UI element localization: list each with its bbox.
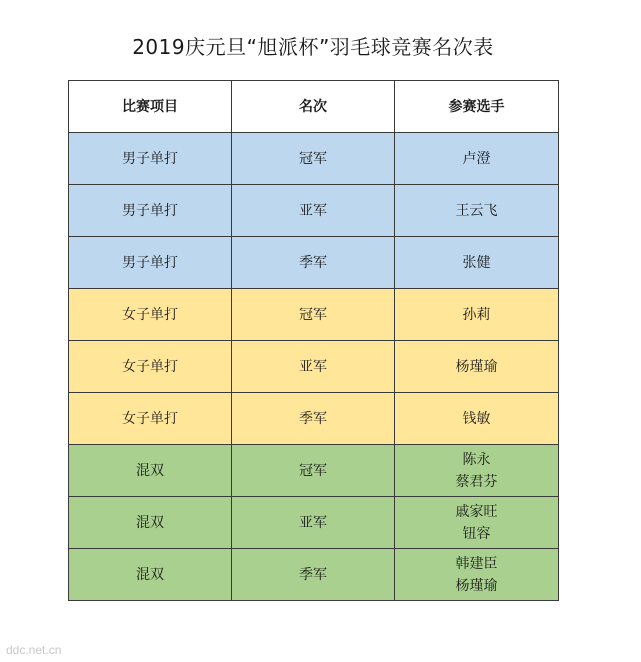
table-row [69,237,559,289]
table-row [69,549,559,601]
event-cell: 混双 [69,549,232,601]
table-row [69,289,559,341]
header-event: 比赛项目 [69,81,232,133]
table-row [69,393,559,445]
player-name: 杨瑾瑜 [455,358,498,375]
players-cell [395,289,559,341]
event-cell: 男子单打 [69,237,232,289]
player-name: 张健 [462,254,491,271]
event-cell: 女子单打 [69,393,232,445]
player-name: 戚家旺 [455,503,498,520]
rank-cell: 亚军 [232,185,395,237]
rank-cell: 冠军 [232,133,395,185]
player-name: 王云飞 [455,202,498,219]
player-name: 蔡君芬 [455,473,498,490]
rank-cell: 季军 [232,393,395,445]
player-name: 陈永 [462,451,491,468]
player-name: 杨瑾瑜 [455,577,498,594]
header-players: 参赛选手 [395,81,559,133]
event-cell: 男子单打 [69,185,232,237]
header-rank: 名次 [232,81,395,133]
player-name: 韩建臣 [455,555,498,572]
event-cell: 男子单打 [69,133,232,185]
table-header-row [69,81,559,133]
players-cell [395,237,559,289]
rank-cell: 季军 [232,237,395,289]
ranking-table [68,80,559,601]
table-row [69,133,559,185]
event-cell: 混双 [69,445,232,497]
rank-cell: 季军 [232,549,395,601]
page-title: 2019庆元旦“旭派杯”羽毛球竞赛名次表 [132,35,494,59]
rank-cell: 亚军 [232,341,395,393]
rank-cell: 亚军 [232,497,395,549]
site-watermark: ddc.net.cn [6,643,62,657]
players-cell [395,549,559,601]
players-cell [395,497,559,549]
table-row [69,497,559,549]
player-name: 卢澄 [462,150,491,167]
rank-cell: 冠军 [232,445,395,497]
players-cell [395,133,559,185]
event-cell: 女子单打 [69,341,232,393]
player-name: 钱敏 [462,410,491,427]
rank-cell: 冠军 [232,289,395,341]
player-name: 孙莉 [462,306,491,323]
table-row [69,341,559,393]
players-cell [395,185,559,237]
table-row [69,185,559,237]
table-row [69,445,559,497]
event-cell: 女子单打 [69,289,232,341]
player-name: 钮容 [462,525,491,542]
event-cell: 混双 [69,497,232,549]
players-cell [395,393,559,445]
players-cell [395,341,559,393]
players-cell [395,445,559,497]
